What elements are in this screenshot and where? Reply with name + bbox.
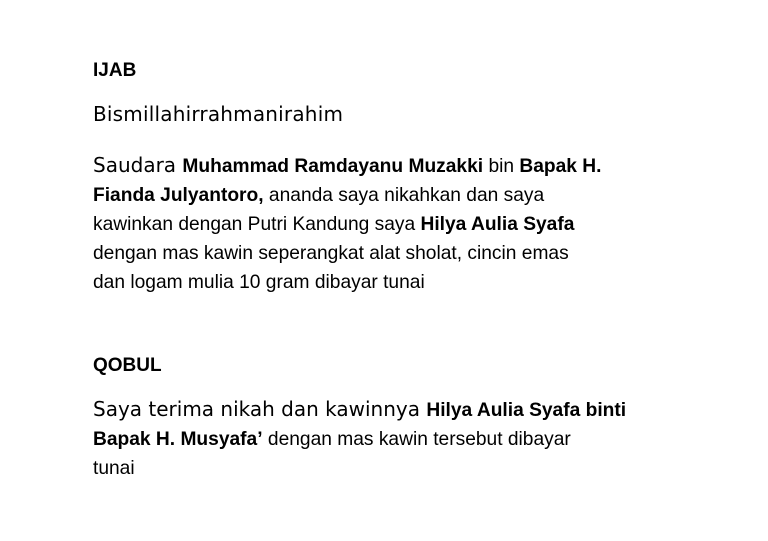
ijab-greeting: Bismillahirrahmanirahim — [93, 102, 344, 126]
qobul-lead-text: Saya terima nikah dan kawinnya — [93, 397, 427, 421]
bin-text: bin — [483, 156, 520, 177]
ijab-line-4: dengan mas kawin seperangkat alat sholat, cincin emas — [93, 243, 569, 264]
ijab-line-1 — [93, 151, 693, 181]
qobul-line-2 — [93, 425, 693, 454]
ijab-line-2 — [93, 181, 693, 210]
qobul-heading: QOBUL — [93, 355, 162, 376]
ijab-heading: IJAB — [93, 60, 137, 81]
groom-father-part1: Bapak H. — [519, 156, 602, 177]
bride-father-name: Bapak H. Musyafa’ — [93, 429, 263, 450]
qobul-paragraph — [93, 395, 693, 483]
bride-name: Hilya Aulia Syafa — [420, 214, 575, 235]
qobul-line-3: tunai — [93, 458, 135, 479]
ijab-line-3-text: kawinkan dengan Putri Kandung saya — [93, 214, 421, 235]
ijab-lead-text: Saudara — [93, 153, 183, 177]
ijab-line-5: dan logam mulia 10 gram dibayar tunai — [93, 272, 425, 293]
ijab-line-3 — [93, 210, 693, 239]
ijab-paragraph — [93, 151, 693, 297]
qobul-bride-name: Hilya Aulia Syafa binti — [426, 400, 627, 421]
qobul-line-1 — [93, 395, 693, 425]
groom-father-part2: Fianda Julyantoro, — [93, 185, 264, 206]
ijab-line-2-text: ananda saya nikahkan dan saya — [263, 185, 545, 206]
qobul-line-2-text: dengan mas kawin tersebut dibayar — [262, 429, 571, 450]
groom-name: Muhammad Ramdayanu Muzakki — [182, 156, 484, 177]
